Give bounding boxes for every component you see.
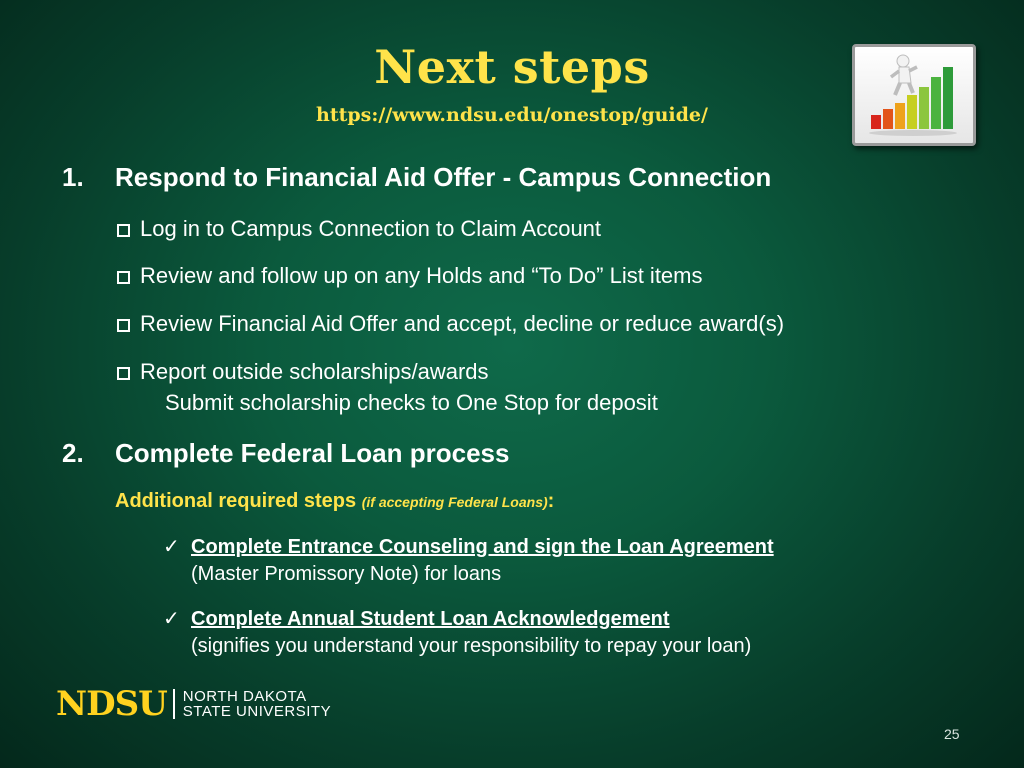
university-name-line-1: NORTH DAKOTA <box>182 688 307 705</box>
federal-loans-note: (if accepting Federal Loans) <box>361 494 548 510</box>
university-name <box>183 689 331 719</box>
list-item-text: Review Financial Aid Offer and accept, decline or reduce award(s) <box>140 311 785 336</box>
step-2-number: 2. <box>62 438 84 468</box>
slide-title: Next steps <box>374 40 650 94</box>
list-item-text: Review and follow up on any Holds and “To Do” List items <box>140 263 703 288</box>
checkbox-square-icon <box>117 224 130 237</box>
step-1-heading-text: Respond to Financial Aid Offer - Campus Connection <box>115 162 772 192</box>
additional-steps-label: Additional required steps <box>115 490 357 512</box>
page-number: 25 <box>944 726 960 742</box>
step-2-heading <box>62 438 509 469</box>
check-item <box>163 606 751 660</box>
ndsu-wordmark: NDSU <box>56 684 167 724</box>
checkmark-icon: ✓ <box>163 608 180 630</box>
guide-url[interactable]: https://www.ndsu.edu/onestop/guide/ <box>316 104 708 126</box>
step-2-heading-text: Complete Federal Loan process <box>115 438 510 468</box>
checkbox-square-icon <box>117 367 130 380</box>
list-item-text: Log in to Campus Connection to Claim Account <box>140 216 602 241</box>
list-item-continuation: Submit scholarship checks to One Stop for deposit <box>165 390 658 415</box>
list-item <box>117 260 703 291</box>
checkbox-square-icon <box>117 319 130 332</box>
step-1-number: 1. <box>62 162 84 192</box>
university-name-line-2: STATE UNIVERSITY <box>182 703 332 720</box>
checkmark-icon: ✓ <box>163 536 180 558</box>
list-item <box>117 213 601 244</box>
step-1-heading <box>62 162 771 193</box>
ndsu-logo <box>56 686 331 722</box>
additional-steps-colon: : <box>547 490 555 512</box>
checkbox-square-icon <box>117 271 130 284</box>
list-item-text: Report outside scholarships/awards <box>140 359 489 384</box>
check-item-desc: (Master Promissory Note) for loans <box>191 563 502 585</box>
logo-divider <box>173 689 175 719</box>
growth-chart-thumbnail <box>852 44 976 146</box>
check-item <box>163 534 774 588</box>
figure-climbing-bar-chart-icon <box>855 47 973 143</box>
loan-acknowledgement-link[interactable]: Complete Annual Student Loan Acknowledgement <box>191 608 670 630</box>
entrance-counseling-link[interactable]: Complete Entrance Counseling and sign the Loan Agreement <box>191 536 774 558</box>
check-item-desc: (signifies you understand your responsibility to repay your loan) <box>191 635 752 657</box>
list-item <box>117 356 658 418</box>
list-item <box>117 308 784 339</box>
additional-steps-heading <box>115 490 554 513</box>
